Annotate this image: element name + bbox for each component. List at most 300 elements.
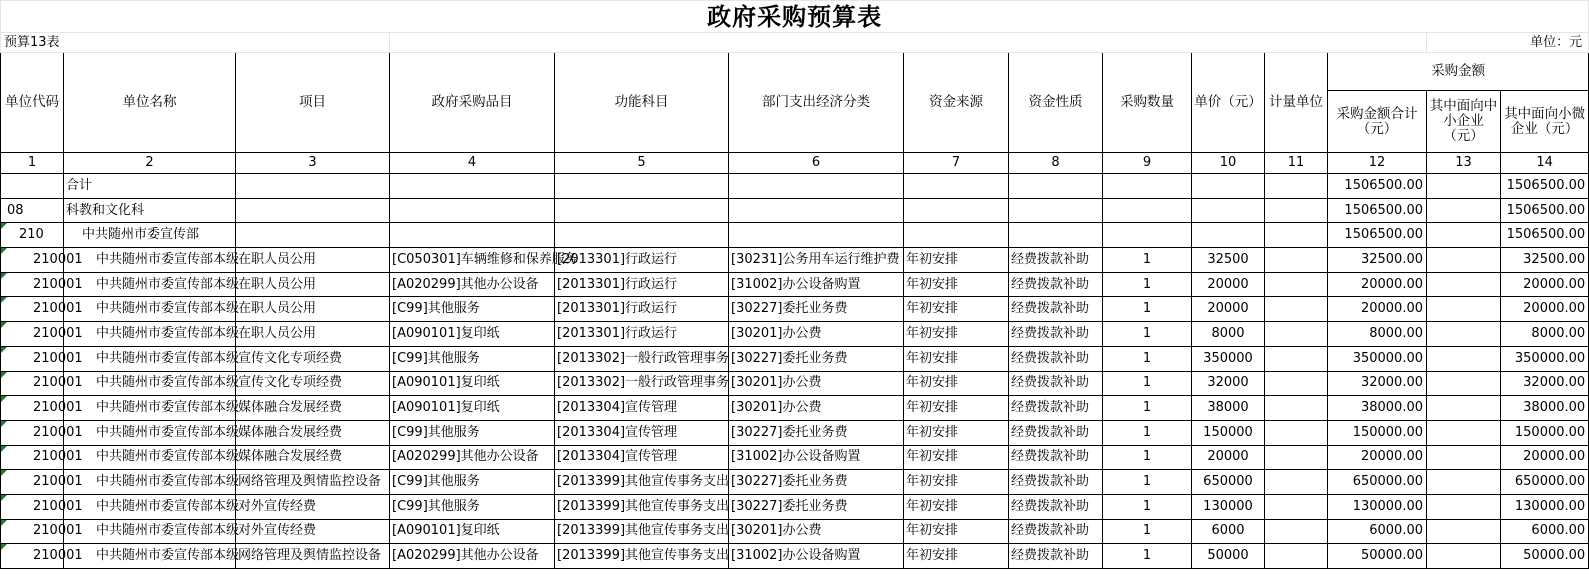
cell-empty[interactable] [236, 223, 390, 248]
cell-unit-price[interactable]: 32000 [1192, 371, 1265, 396]
cell-amount-total[interactable]: 650000.00 [1328, 470, 1427, 495]
cell-quantity[interactable]: 1 [1103, 519, 1192, 544]
cell-project[interactable]: 对外宣传经费 [236, 519, 390, 544]
cell-amount-total[interactable]: 350000.00 [1328, 346, 1427, 371]
table-row [1, 494, 1589, 519]
cell-measure-unit[interactable] [1265, 248, 1328, 273]
cell-project[interactable]: 在职人员公用 [236, 272, 390, 297]
summary-row [1, 174, 1589, 199]
cell-empty[interactable] [1103, 174, 1192, 199]
cell-economic-class[interactable]: [30227]委托业务费 [729, 297, 904, 322]
cell-economic-class[interactable]: [30227]委托业务费 [729, 470, 904, 495]
cell-fund-source[interactable]: 年初安排 [904, 396, 1009, 421]
cell-procurement-item[interactable]: [C050301]车辆维修和保养服务 [390, 248, 555, 273]
cell-amount-sme[interactable] [1427, 519, 1501, 544]
cell-unit-price[interactable]: 8000 [1192, 322, 1265, 347]
cell-fund-nature[interactable]: 经费拨款补助 [1009, 544, 1103, 569]
cell-empty[interactable] [729, 223, 904, 248]
cell-amount-micro[interactable]: 6000.00 [1501, 519, 1589, 544]
cell-function-subject[interactable]: [2013399]其他宣传事务支出 [555, 519, 729, 544]
cell-amount-total[interactable]: 150000.00 [1328, 420, 1427, 445]
cell-project[interactable]: 宣传文化专项经费 [236, 346, 390, 371]
cell-unit-name[interactable]: 科教和文化科 [64, 198, 236, 223]
cell-function-subject[interactable]: [2013304]宣传管理 [555, 396, 729, 421]
cell-text: 210001 [33, 301, 83, 317]
cell-quantity[interactable]: 1 [1103, 322, 1192, 347]
cell-project[interactable]: 网络管理及舆情监控设备 [236, 470, 390, 495]
cell-marker-icon [1, 495, 7, 501]
cell-fund-nature[interactable]: 经费拨款补助 [1009, 519, 1103, 544]
cell-economic-class[interactable]: [30201]办公费 [729, 322, 904, 347]
cell-text: 210001 [33, 548, 83, 564]
cell-amount-micro[interactable]: 50000.00 [1501, 544, 1589, 569]
cell-unit-name[interactable]: 中共随州市委宣传部本级 [64, 470, 236, 495]
cell-unit-name[interactable]: 中共随州市委宣传部本级 [64, 272, 236, 297]
cell-empty[interactable] [1192, 174, 1265, 199]
table-row [1, 445, 1589, 470]
cell-empty[interactable] [904, 198, 1009, 223]
cell-marker-icon [1, 322, 7, 328]
cell-function-subject[interactable]: [2013301]行政运行 [555, 297, 729, 322]
table-row [1, 248, 1589, 273]
cell-fund-source[interactable]: 年初安排 [904, 519, 1009, 544]
cell-text: 210001 [33, 474, 83, 490]
cell-economic-class[interactable]: [30201]办公费 [729, 396, 904, 421]
cell-empty[interactable] [1103, 198, 1192, 223]
cell-unit-price[interactable]: 6000 [1192, 519, 1265, 544]
cell-unit-price[interactable]: 350000 [1192, 346, 1265, 371]
cell-amount-sme[interactable] [1427, 272, 1501, 297]
cell-amount-micro[interactable]: 350000.00 [1501, 346, 1589, 371]
cell-amount-micro[interactable]: 32500.00 [1501, 248, 1589, 273]
page-title: 政府采购预算表 [1, 1, 1589, 33]
cell-marker-icon [1, 297, 7, 303]
cell-fund-source[interactable]: 年初安排 [904, 470, 1009, 495]
cell-unit-code[interactable] [1, 174, 64, 199]
cell-unit-price[interactable]: 50000 [1192, 544, 1265, 569]
cell-measure-unit[interactable] [1265, 420, 1328, 445]
cell-empty[interactable] [1103, 223, 1192, 248]
column-number: 2 [64, 153, 236, 174]
cell-fund-source[interactable]: 年初安排 [904, 322, 1009, 347]
cell-unit-code[interactable] [1, 223, 64, 248]
cell-amount-total[interactable]: 38000.00 [1328, 396, 1427, 421]
cell-fund-source[interactable]: 年初安排 [904, 445, 1009, 470]
cell-function-subject[interactable]: [2013399]其他宣传事务支出 [555, 470, 729, 495]
cell-empty[interactable] [1009, 223, 1103, 248]
table-row [1, 420, 1589, 445]
header-function-subject: 功能科目 [555, 53, 729, 153]
cell-empty[interactable] [904, 174, 1009, 199]
cell-fund-source[interactable]: 年初安排 [904, 248, 1009, 273]
cell-empty[interactable] [1265, 174, 1328, 199]
cell-fund-nature[interactable]: 经费拨款补助 [1009, 322, 1103, 347]
cell-function-subject[interactable]: [2013301]行政运行 [555, 272, 729, 297]
table-row [1, 470, 1589, 495]
cell-quantity[interactable]: 1 [1103, 272, 1192, 297]
cell-empty[interactable] [555, 198, 729, 223]
cell-function-subject[interactable]: [2013302]一般行政管理事务 [555, 346, 729, 371]
cell-unit-name[interactable]: 中共随州市委宣传部本级 [64, 248, 236, 273]
cell-measure-unit[interactable] [1265, 297, 1328, 322]
cell-fund-nature[interactable]: 经费拨款补助 [1009, 371, 1103, 396]
cell-unit-code[interactable] [1, 396, 83, 421]
cell-amount-micro[interactable]: 1506500.00 [1501, 198, 1589, 223]
column-number: 8 [1009, 153, 1103, 174]
cell-amount-micro[interactable]: 20000.00 [1501, 445, 1589, 470]
cell-amount-total[interactable]: 20000.00 [1328, 272, 1427, 297]
cell-unit-code[interactable] [1, 544, 83, 569]
cell-economic-class[interactable]: [30231]公务用车运行维护费 [729, 248, 904, 273]
cell-text: 210 [19, 227, 44, 243]
cell-text: 210001 [33, 350, 83, 366]
cell-economic-class[interactable]: [30201]办公费 [729, 371, 904, 396]
cell-fund-source[interactable]: 年初安排 [904, 494, 1009, 519]
column-number: 12 [1328, 153, 1427, 174]
cell-marker-icon [1, 223, 7, 229]
cell-empty[interactable] [390, 174, 555, 199]
cell-unit-name[interactable]: 中共随州市委宣传部本级 [64, 322, 236, 347]
cell-procurement-item[interactable]: [C99]其他服务 [390, 297, 555, 322]
cell-unit-price[interactable]: 20000 [1192, 445, 1265, 470]
column-number: 14 [1501, 153, 1589, 174]
cell-economic-class[interactable]: [30227]委托业务费 [729, 494, 904, 519]
cell-unit-name[interactable]: 中共随州市委宣传部本级 [64, 346, 236, 371]
cell-quantity[interactable]: 1 [1103, 297, 1192, 322]
cell-measure-unit[interactable] [1265, 544, 1328, 569]
cell-text: 210001 [33, 498, 83, 514]
column-number: 3 [236, 153, 390, 174]
cell-function-subject[interactable]: [2013399]其他宣传事务支出 [555, 494, 729, 519]
cell-fund-nature[interactable]: 经费拨款补助 [1009, 248, 1103, 273]
cell-measure-unit[interactable] [1265, 445, 1328, 470]
cell-amount-total[interactable]: 32500.00 [1328, 248, 1427, 273]
cell-empty[interactable] [1009, 174, 1103, 199]
cell-unit-name[interactable]: 中共随州市委宣传部本级 [64, 519, 236, 544]
header-fund-source: 资金来源 [904, 53, 1009, 153]
cell-quantity[interactable]: 1 [1103, 494, 1192, 519]
cell-amount-micro[interactable]: 1506500.00 [1501, 174, 1589, 199]
header-amount-total: 采购金额合计（元） [1328, 91, 1427, 153]
cell-economic-class[interactable]: [31002]办公设备购置 [729, 445, 904, 470]
column-number: 10 [1192, 153, 1265, 174]
cell-quantity[interactable]: 1 [1103, 346, 1192, 371]
column-number: 13 [1427, 153, 1501, 174]
cell-amount-micro[interactable]: 20000.00 [1501, 297, 1589, 322]
header-amount-micro: 其中面向小微企业（元） [1501, 91, 1589, 153]
header-quantity: 采购数量 [1103, 53, 1192, 153]
cell-amount-total[interactable]: 50000.00 [1328, 544, 1427, 569]
cell-unit-price[interactable]: 650000 [1192, 470, 1265, 495]
column-number: 11 [1265, 153, 1328, 174]
cell-amount-total[interactable]: 1506500.00 [1328, 223, 1427, 248]
cell-unit-code[interactable] [1, 470, 83, 495]
cell-empty[interactable] [1192, 223, 1265, 248]
cell-marker-icon [1, 421, 7, 427]
column-number: 5 [555, 153, 729, 174]
cell-project[interactable]: 在职人员公用 [236, 297, 390, 322]
table-row [1, 322, 1589, 347]
cell-amount-total[interactable]: 8000.00 [1328, 322, 1427, 347]
cell-amount-sme[interactable] [1427, 544, 1501, 569]
cell-amount-micro[interactable]: 8000.00 [1501, 322, 1589, 347]
cell-marker-icon [1, 248, 7, 254]
table-row [1, 346, 1589, 371]
cell-economic-class[interactable]: [30227]委托业务费 [729, 346, 904, 371]
cell-fund-source[interactable]: 年初安排 [904, 544, 1009, 569]
meta-spacer [390, 33, 1427, 53]
cell-measure-unit[interactable] [1265, 272, 1328, 297]
cell-project[interactable]: 对外宣传经费 [236, 494, 390, 519]
cell-unit-name[interactable]: 中共随州市委宣传部本级 [64, 445, 236, 470]
cell-amount-total[interactable]: 130000.00 [1328, 494, 1427, 519]
cell-empty[interactable] [1265, 223, 1328, 248]
cell-measure-unit[interactable] [1265, 396, 1328, 421]
table-row [1, 272, 1589, 297]
header-procurement-item: 政府采购品目 [390, 53, 555, 153]
cell-empty[interactable] [555, 174, 729, 199]
cell-unit-name[interactable]: 合计 [64, 174, 236, 199]
cell-empty[interactable] [904, 223, 1009, 248]
cell-text: 210001 [33, 251, 83, 267]
cell-amount-sme[interactable] [1427, 470, 1501, 495]
cell-project[interactable]: 媒体融合发展经费 [236, 420, 390, 445]
cell-project[interactable]: 网络管理及舆情监控设备 [236, 544, 390, 569]
cell-empty[interactable] [390, 198, 555, 223]
cell-procurement-item[interactable]: [A020299]其他办公设备 [390, 544, 555, 569]
table-number: 预算13表 [1, 33, 390, 53]
cell-unit-price[interactable]: 20000 [1192, 297, 1265, 322]
cell-empty[interactable] [555, 223, 729, 248]
cell-procurement-item[interactable]: [A090101]复印纸 [390, 396, 555, 421]
cell-function-subject[interactable]: [2013302]一般行政管理事务 [555, 371, 729, 396]
cell-marker-icon [1, 544, 7, 550]
table-row [1, 396, 1589, 421]
cell-project[interactable]: 在职人员公用 [236, 322, 390, 347]
summary-row [1, 198, 1589, 223]
column-number: 6 [729, 153, 904, 174]
cell-unit-price[interactable]: 38000 [1192, 396, 1265, 421]
cell-empty[interactable] [729, 198, 904, 223]
cell-empty[interactable] [1265, 198, 1328, 223]
column-number: 7 [904, 153, 1009, 174]
cell-marker-icon [1, 347, 7, 353]
cell-unit-code[interactable] [1, 371, 83, 396]
cell-function-subject[interactable]: [2013399]其他宣传事务支出 [555, 544, 729, 569]
cell-text: 210001 [33, 523, 83, 539]
cell-unit-price[interactable]: 130000 [1192, 494, 1265, 519]
cell-amount-micro[interactable]: 1506500.00 [1501, 223, 1589, 248]
table-row [1, 519, 1589, 544]
header-fund-nature: 资金性质 [1009, 53, 1103, 153]
cell-amount-sme[interactable] [1427, 494, 1501, 519]
table-row [1, 544, 1589, 569]
header-measure-unit: 计量单位 [1265, 53, 1328, 153]
cell-fund-source[interactable]: 年初安排 [904, 297, 1009, 322]
cell-text: 210001 [33, 276, 83, 292]
cell-empty[interactable] [236, 174, 390, 199]
unit-label: 单位：元 [1427, 33, 1589, 53]
cell-empty[interactable] [1009, 198, 1103, 223]
cell-marker-icon [1, 470, 7, 476]
cell-amount-total[interactable]: 1506500.00 [1328, 198, 1427, 223]
cell-economic-class[interactable]: [31002]办公设备购置 [729, 272, 904, 297]
cell-unit-code[interactable]: 08 [1, 198, 64, 223]
cell-amount-total[interactable]: 6000.00 [1328, 519, 1427, 544]
cell-quantity[interactable]: 1 [1103, 420, 1192, 445]
cell-amount-sme[interactable] [1427, 297, 1501, 322]
cell-unit-price[interactable]: 20000 [1192, 272, 1265, 297]
column-number-row [1, 153, 1589, 174]
cell-unit-code[interactable] [1, 445, 83, 470]
cell-empty[interactable] [1192, 198, 1265, 223]
cell-unit-name[interactable]: 中共随州市委宣传部本级 [64, 396, 236, 421]
cell-amount-micro[interactable]: 130000.00 [1501, 494, 1589, 519]
cell-project[interactable]: 媒体融合发展经费 [236, 396, 390, 421]
cell-fund-nature[interactable]: 经费拨款补助 [1009, 346, 1103, 371]
cell-fund-nature[interactable]: 经费拨款补助 [1009, 470, 1103, 495]
cell-marker-icon [1, 372, 7, 378]
cell-unit-code[interactable] [1, 248, 83, 273]
cell-fund-nature[interactable]: 经费拨款补助 [1009, 420, 1103, 445]
cell-amount-sme[interactable] [1427, 346, 1501, 371]
cell-fund-source[interactable]: 年初安排 [904, 346, 1009, 371]
cell-unit-price[interactable]: 150000 [1192, 420, 1265, 445]
cell-text: 210001 [33, 400, 83, 416]
cell-unit-code[interactable] [1, 322, 83, 347]
cell-procurement-item[interactable]: [C99]其他服务 [390, 494, 555, 519]
cell-procurement-item[interactable]: [C99]其他服务 [390, 420, 555, 445]
cell-function-subject[interactable]: [2013304]宣传管理 [555, 420, 729, 445]
cell-fund-nature[interactable]: 经费拨款补助 [1009, 272, 1103, 297]
cell-quantity[interactable]: 1 [1103, 544, 1192, 569]
cell-fund-source[interactable]: 年初安排 [904, 371, 1009, 396]
cell-quantity[interactable]: 1 [1103, 396, 1192, 421]
cell-fund-nature[interactable]: 经费拨款补助 [1009, 297, 1103, 322]
cell-unit-code[interactable] [1, 420, 83, 445]
cell-function-subject[interactable]: [2013301]行政运行 [555, 248, 729, 273]
cell-unit-name[interactable]: 中共随州市委宣传部 [64, 223, 236, 248]
cell-unit-name[interactable]: 中共随州市委宣传部本级 [64, 544, 236, 569]
cell-project[interactable]: 宣传文化专项经费 [236, 371, 390, 396]
cell-amount-sme[interactable] [1427, 174, 1501, 199]
cell-unit-code[interactable] [1, 346, 83, 371]
cell-marker-icon [1, 446, 7, 452]
cell-measure-unit[interactable] [1265, 322, 1328, 347]
cell-procurement-item[interactable]: [C99]其他服务 [390, 470, 555, 495]
cell-procurement-item[interactable]: [A090101]复印纸 [390, 322, 555, 347]
cell-unit-code[interactable] [1, 519, 83, 544]
cell-text: 210001 [33, 449, 83, 465]
cell-procurement-item[interactable]: [C99]其他服务 [390, 346, 555, 371]
cell-unit-name[interactable]: 中共随州市委宣传部本级 [64, 420, 236, 445]
cell-unit-price[interactable]: 32500 [1192, 248, 1265, 273]
cell-text: 210001 [33, 375, 83, 391]
cell-amount-micro[interactable]: 650000.00 [1501, 470, 1589, 495]
header-unit-price: 单价（元） [1192, 53, 1265, 153]
cell-amount-sme[interactable] [1427, 396, 1501, 421]
cell-amount-total[interactable]: 1506500.00 [1328, 174, 1427, 199]
cell-marker-icon [1, 396, 7, 402]
cell-empty[interactable] [236, 198, 390, 223]
cell-quantity[interactable]: 1 [1103, 470, 1192, 495]
cell-unit-name[interactable]: 中共随州市委宣传部本级 [64, 297, 236, 322]
cell-amount-total[interactable]: 20000.00 [1328, 445, 1427, 470]
cell-fund-nature[interactable]: 经费拨款补助 [1009, 396, 1103, 421]
cell-amount-sme[interactable] [1427, 198, 1501, 223]
cell-amount-sme[interactable] [1427, 371, 1501, 396]
cell-amount-micro[interactable]: 32000.00 [1501, 371, 1589, 396]
header-amount-group: 采购金额 [1328, 53, 1589, 91]
cell-procurement-item[interactable]: [A090101]复印纸 [390, 519, 555, 544]
header-economic-class: 部门支出经济分类 [729, 53, 904, 153]
cell-economic-class[interactable]: [30227]委托业务费 [729, 420, 904, 445]
table-row [1, 297, 1589, 322]
cell-project[interactable]: 媒体融合发展经费 [236, 445, 390, 470]
header-project: 项目 [236, 53, 390, 153]
cell-project[interactable]: 在职人员公用 [236, 248, 390, 273]
cell-amount-sme[interactable] [1427, 248, 1501, 273]
cell-unit-code[interactable] [1, 494, 83, 519]
cell-unit-name[interactable]: 中共随州市委宣传部本级 [64, 371, 236, 396]
cell-procurement-item[interactable]: [A090101]复印纸 [390, 371, 555, 396]
header-unit-name: 单位名称 [64, 53, 236, 153]
cell-economic-class[interactable]: [31002]办公设备购置 [729, 544, 904, 569]
cell-amount-sme[interactable] [1427, 322, 1501, 347]
cell-unit-code[interactable] [1, 297, 83, 322]
cell-function-subject[interactable]: [2013301]行政运行 [555, 322, 729, 347]
cell-fund-source[interactable]: 年初安排 [904, 420, 1009, 445]
cell-procurement-item[interactable]: [A020299]其他办公设备 [390, 445, 555, 470]
cell-fund-nature[interactable]: 经费拨款补助 [1009, 445, 1103, 470]
cell-text: 210001 [33, 424, 83, 440]
cell-measure-unit[interactable] [1265, 519, 1328, 544]
cell-amount-total[interactable]: 32000.00 [1328, 371, 1427, 396]
cell-measure-unit[interactable] [1265, 371, 1328, 396]
cell-unit-name[interactable]: 中共随州市委宣传部本级 [64, 494, 236, 519]
cell-marker-icon [1, 273, 7, 279]
column-number: 4 [390, 153, 555, 174]
cell-economic-class[interactable]: [30201]办公费 [729, 519, 904, 544]
cell-amount-sme[interactable] [1427, 445, 1501, 470]
header-unit-code: 单位代码 [1, 53, 64, 153]
summary-row [1, 223, 1589, 248]
cell-quantity[interactable]: 1 [1103, 445, 1192, 470]
cell-marker-icon [1, 520, 7, 526]
cell-amount-sme[interactable] [1427, 223, 1501, 248]
cell-measure-unit[interactable] [1265, 470, 1328, 495]
cell-amount-sme[interactable] [1427, 420, 1501, 445]
cell-text: 210001 [33, 325, 83, 341]
cell-amount-micro[interactable]: 20000.00 [1501, 272, 1589, 297]
column-number: 9 [1103, 153, 1192, 174]
cell-fund-nature[interactable]: 经费拨款补助 [1009, 494, 1103, 519]
cell-unit-code[interactable] [1, 272, 83, 297]
cell-measure-unit[interactable] [1265, 494, 1328, 519]
cell-empty[interactable] [729, 174, 904, 199]
cell-quantity[interactable]: 1 [1103, 371, 1192, 396]
cell-fund-source[interactable]: 年初安排 [904, 272, 1009, 297]
cell-function-subject[interactable]: [2013304]宣传管理 [555, 445, 729, 470]
cell-empty[interactable] [390, 223, 555, 248]
cell-measure-unit[interactable] [1265, 346, 1328, 371]
cell-amount-micro[interactable]: 38000.00 [1501, 396, 1589, 421]
cell-amount-micro[interactable]: 150000.00 [1501, 420, 1589, 445]
cell-quantity[interactable]: 1 [1103, 248, 1192, 273]
table-row [1, 371, 1589, 396]
cell-procurement-item[interactable]: [A020299]其他办公设备 [390, 272, 555, 297]
cell-amount-total[interactable]: 20000.00 [1328, 297, 1427, 322]
